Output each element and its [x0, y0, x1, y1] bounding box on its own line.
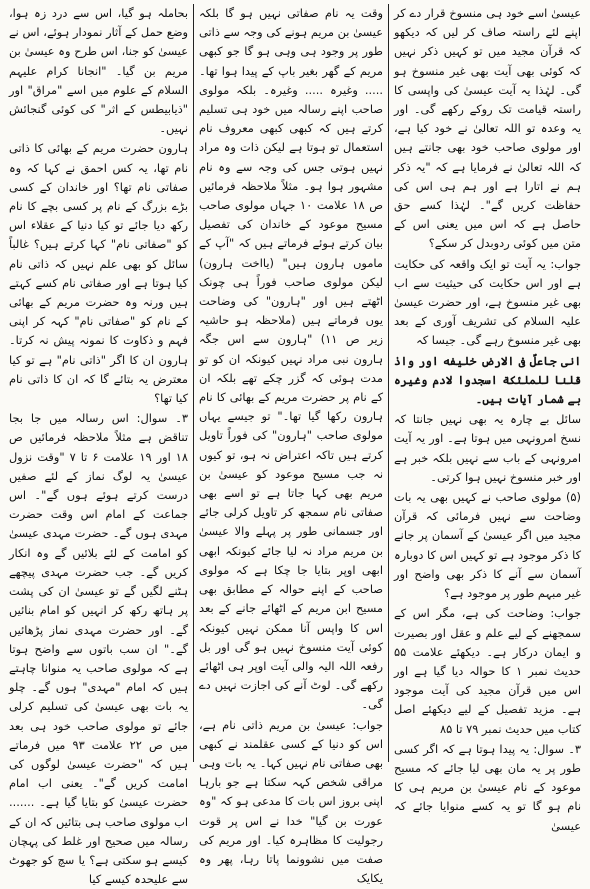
paragraph: ہارون حضرت مریم کے بھائی کا ذاتی نام تھا، یہ کس احمق نے کہا کہ وہ صفاتی نام تھا؟ اور خاندان کے کسی بڑے بزرگ کے نام پر کسی بچے کا نام رکھ دیا جائے تو کیا دنیا کے عقلاء اس کو "صفاتی نام" کہا کرتے ہیں؟ غالباً سائل کو بھی علم نہیں کہ ذاتی نام کیا ہوتا ہے اور صفاتی نام کسے کہتے ہیں ورنہ وہ حضرت مریم کے بھائی کے نام کو "صفاتی نام" کہہ کر اپنی فہم و ذکاوت کا نمونہ پیش نہ کرتا۔ ہارون ان کا اگر "ذاتی نام" ہے تو کیا معترض یہ بتائے گا کہ ان کا ذاتی نام کیا تھا؟: [9, 141, 188, 406]
text-column-left: [4, 4, 193, 887]
text-column-right: [389, 4, 586, 833]
text-column-middle: [193, 4, 389, 886]
paragraph: جواب: وضاحت کی ہے، مگر اس کے سمجھنے کے لیے علم و عقل اور بصیرت و ایمان درکار ہے۔ دیکھئے علامت ۵۵ حدیث نمبر ۱ کا حوالہ دیا گیا ہے اور اس میں قرآن مجید کی آیت موجود ہے۔ مزید تفصیل کے لیے دیکھئے اصل کتاب میں حدیث نمبر ۷۹ تا ۸۵: [394, 606, 581, 736]
paragraph: بحاملہ ہو گیا، اس سے درد زہ ہوا، وضع حمل کے آثار نمودار ہوئے، اس نے عیسیٰ کو جنا، اس طرح وہ عیسیٰ بن مریم بن گیا۔ "انجانا کرام علیہم السلام کے علوم میں اسے "مراق" اور "ذیابیطس کے اثر" کی کوئی گنجائش نہیں۔: [9, 6, 188, 136]
paragraph: وقت یہ نام صفاتی نہیں ہو گا بلکہ عیسیٰ بن مریم ہونے کی وجہ سے ذاتی طور پر وجود ہی وہی ہو گا جو کبھی مریم کے گھر بغیر باپ کے پیدا ہوا تھا۔ ..... وغیرہ ..... وغیرہ۔ بلکہ مولوی صاحب اپنے رسالہ میں خود ہی تسلیم کرتے ہیں کہ کبھی کبھی معروف نام استعمال تو ہوتا ہے لیکن ذات وہ مراد نہیں ہوتی جس کی وجہ سے وہ نام مشہور ہوا ہو۔ مثلاً ملاحظہ فرمائیں ص ۱۸ علامت ۱۰ جہاں مولوی صاحب مسیح موعود کے خاندان کی تفصیل بیان کرتے ہوئے فرماتے ہیں کہ "آپ کے ماموں ہارون ہیں" (یااخت ہارون) لیکن مولوی صاحب فوراً ہی چونک اٹھتے ہیں اور "ہارون" کی وضاحت یوں فرماتے ہیں (ملاحظہ ہو حاشیہ زیر ص ۱۱) "ہارون سے اس جگہ ہارون نبی مراد نہیں کیونکہ ان کو تو مدت ہوئی کہ گزر چکے تھے بلکہ ان کے نام پر حضرت مریم کے بھائی کا نام ہارون رکھا گیا تھا۔" تو جیسے یہاں مولوی صاحب "ہارون" کی فوراً تاویل کرتے ہیں تاکہ اعتراض نہ ہو، تو کیوں نہ جب مسیح موعود کو عیسیٰ بن مریم بھی کہا جاتا ہے تو اسے بھی صفاتی نام سمجھ کر تاویل کرلی جائے اور جسمانی طور پر پہلے والا عیسیٰ بن مریم مراد نہ لیا جائے کیونکہ ابھی ابھی اوپر بتایا جا چکا ہے کہ مولوی صاحب کے اپنے حوالہ کے مطابق بھی مسیح ابن مریم کے اٹھائے جانے کے بعد اس کا واپس آنا ممکن نہیں کیونکہ کوئی آیت منسوخ نہیں ہو گی اور بل رفعہ اللہ الیہ والی آیت اوپر ہی اٹھائے رکھے گی۔ لوٹ آنے کی اجازت نہیں دے گی۔: [199, 6, 383, 712]
paragraph: جواب: یہ آیت تو ایک واقعہ کی حکایت ہے اور اس حکایت کی حیثیت سے اب بھی غیر منسوخ ہے، اور حضرت عیسیٰ علیہ السلام کی تشریف آوری کے بعد بھی غیر منسوخ رہے گی۔ جیسا کہ: [394, 256, 581, 348]
paragraph: عیسیٰ اسے خود ہی منسوخ قرار دے کر اپنے لئے راستہ صاف کر لیں کہ دیکھو کہ قرآن مجید میں تو کہیں ذکر نہیں کہ کوئی بھی آیت بھی غیر منسوخ ہو گی۔ لہٰذا یہ آیت عیسیٰ کی واپسی کا راستہ قیامت تک روکے رکھے گی۔ اور یہ وعدہ تو اللہ تعالیٰ نے خود کیا ہے، اور مولوی صاحب خود بھی جانتے ہیں کہ اللہ تعالیٰ نے فرمایا ہے کہ "یہ ذکر ہم نے اتارا ہے اور ہم ہی اس کی حفاظت کریں گے"۔ لہٰذا کسے حق حاصل ہے کہ اس میں یعنی اس کے متن میں کوئی ردوبدل کر سکے؟: [394, 6, 581, 251]
paragraph: سائل بے چارہ یہ بھی نہیں جانتا کہ نسخ امرونہی میں ہوتا ہے۔ اور یہ آیت امرونہی کے باب سے نہیں بلکہ خبر ہے اور خبر منسوخ نہیں ہوا کرتی۔: [394, 412, 581, 484]
paragraph: (۵) مولوی صاحب نے کہیں بھی یہ بات وضاحت سے نہیں فرمائی کہ قرآن مجید میں اگر عیسیٰ کے آسمان پر جانے کا ذکر موجود ہے تو کہیں اس کا دوبارہ آسمان سے آنے کا ذکر بھی واضح اور غیر مبہم طور پر موجود ہے؟: [394, 490, 581, 601]
quranic-verse: انی جاعلٌ فی الارض خلیفه اور واذ قلنا للملئکة اسجدوا لادم وغیرہ بے شمار آیات ہیں۔: [394, 353, 581, 407]
paragraph: ۳۔ سوال: اس رسالہ میں جا بجا تناقض ہے مثلاً ملاحظہ فرمائیں ص ۱۸ اور ۱۹ علامت ۶ تا ۷ "وقت نزول عیسیٰ یہ لوگ نماز کے لئے صفیں درست کرتے ہوئے ہوں گے"۔ اس جماعت کے امام اس وقت حضرت مہدی ہوں گے۔ حضرت مہدی عیسیٰ کو امامت کے لئے بلائیں گے وہ انکار کریں گے۔ جب حضرت مہدی پیچھے ہٹنے لگیں گے تو عیسیٰ ان کی پشت پر ہاتھ رکھ کر انہیں کو امام بنائیں گے۔ اور حضرت مہدی نماز پڑھائیں گے۔" ان سب باتوں سے واضح ہوتا ہے کہ مولوی صاحب یہ منوانا چاہتے ہیں کہ امام "مہدی" ہوں گے۔ چلو یہ بات بھی عیسیٰ کی تسلیم کرلی جائے تو مولوی صاحب خود ہی بعد میں ص ۲۲ علامت ۹۳ میں فرماتے ہیں کہ "حضرت عیسیٰ لوگوں کی امامت کریں گے"۔ یعنی اب امام حضرت عیسیٰ کو بتایا گیا ہے۔ ....... اب مولوی صاحب ہی بتائیں کہ ان کے رسالہ میں صحیح اور غلط کی پہچان کیسے ہو سکتی ہے؟ یا سچ کو جھوٹ سے علیحدہ کیسے کیا: [9, 411, 188, 887]
paragraph: ۳۔ سوال: یہ پیدا ہوتا ہے کہ اگر کسی طور پر یہ مان بھی لیا جائے کہ مسیح موعود کے نام عیسیٰ بن مریم ہی کا نام ہو گا تو یہ کسے منوایا جائے کہ عیسیٰ: [394, 741, 581, 833]
paragraph: جواب: عیسیٰ بن مریم ذاتی نام ہے، اس کو دنیا کے کسی عقلمند نے کبھی بھی صفاتی نام نہیں کہا۔ یہ بات وہی مراقی شخص کہہ سکتا ہے جو بارہا اپنی بروز اس بات کا مدعی ہو کہ "وہ عورت بن گیا" خدا نے اس پر قوت رجولیت کا مظاہرہ کیا۔ اور مریم کی صفت میں نشوونما پاتا رہا، پھر وہ یکایک: [199, 717, 383, 886]
